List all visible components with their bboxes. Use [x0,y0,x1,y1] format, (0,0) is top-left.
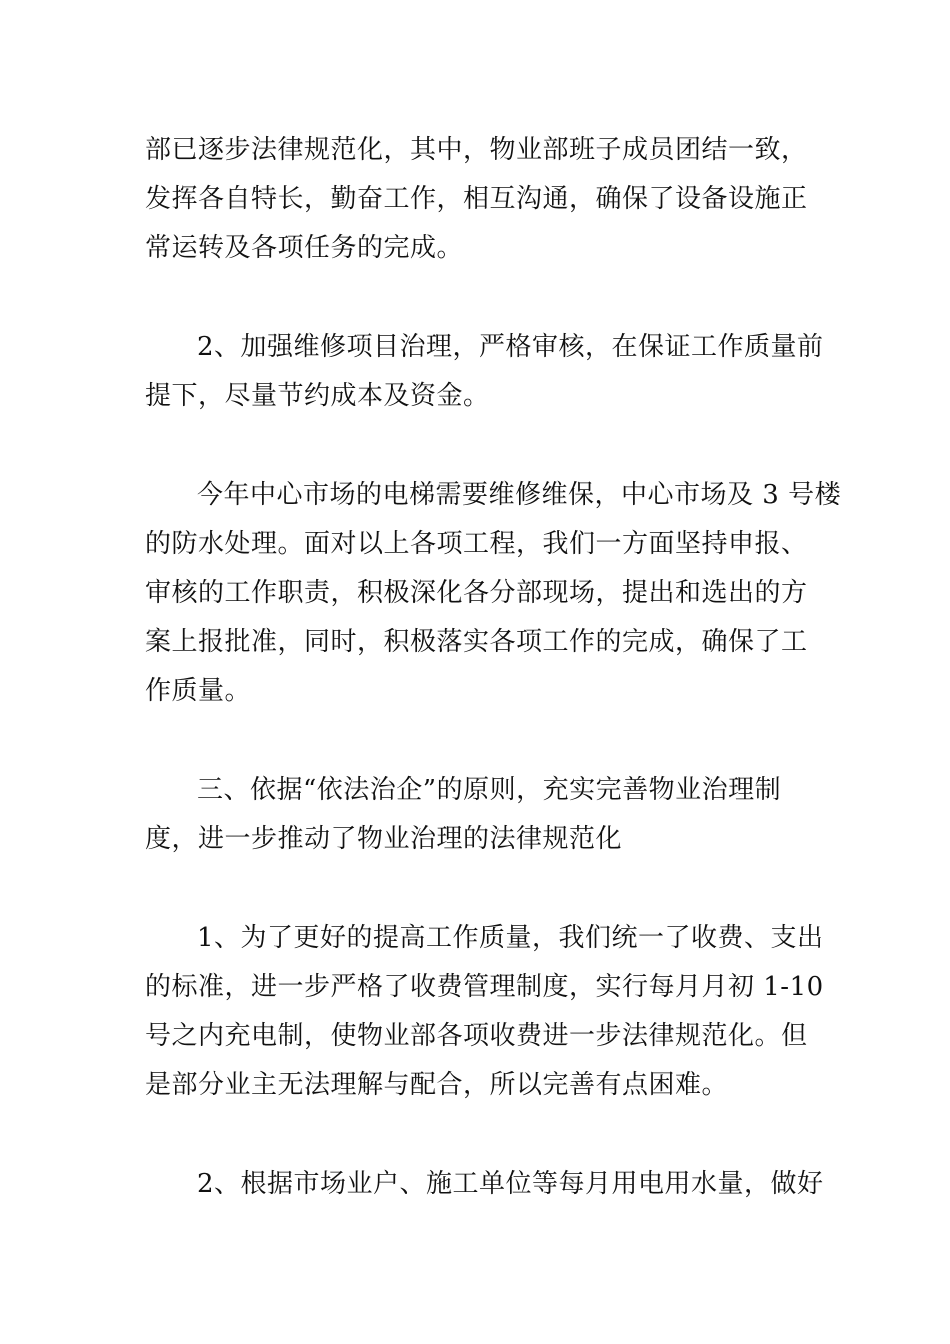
section-heading-3 [145,766,815,864]
paragraph-2 [145,323,824,421]
document-body [145,126,842,1259]
text-line: 提下，尽量节约成本及资金。 [145,381,490,411]
text-line: 2、加强维修项目治理，严格审核，在保证工作质量前 [197,332,824,362]
text-line: 作质量。 [145,676,252,706]
paragraph-1 [145,126,815,273]
text-line: 三、依据“依法治企”的原则，充实完善物业治理制 [197,775,782,805]
text-line: 号之内充电制，使物业部各项收费进一步法律规范化。但 [145,1021,808,1051]
text-line: 度，进一步推动了物业治理的法律规范化 [145,824,623,854]
text-line: 部已逐步法律规范化，其中，物业部班子成员团结一致， [145,135,808,165]
text-line: 是部分业主无法理解与配合，所以完善有点困难。 [145,1070,729,1100]
text-line: 发挥各自特长，勤奋工作，相互沟通，确保了设备设施正 [145,184,808,214]
text-line: 2、根据市场业户、施工单位等每月用电用水量，做好 [197,1169,824,1199]
text-line: 的标准，进一步严格了收费管理制度，实行每月月初 1-10 [145,972,824,1002]
text-line: 审核的工作职责，积极深化各分部现场，提出和选出的方 [145,578,808,608]
text-line: 的防水处理。面对以上各项工程，我们一方面坚持申报、 [145,529,808,559]
paragraph-5 [145,914,824,1110]
paragraph-6 [145,1160,824,1209]
text-line: 案上报批准，同时，积极落实各项工作的完成，确保了工 [145,627,808,657]
paragraph-3 [145,471,842,716]
text-line: 常运转及各项任务的完成。 [145,233,464,263]
text-line: 今年中心市场的电梯需要维修维保，中心市场及 3 号楼 [197,480,842,510]
text-line: 1、为了更好的提高工作质量，我们统一了收费、支出 [197,923,824,953]
